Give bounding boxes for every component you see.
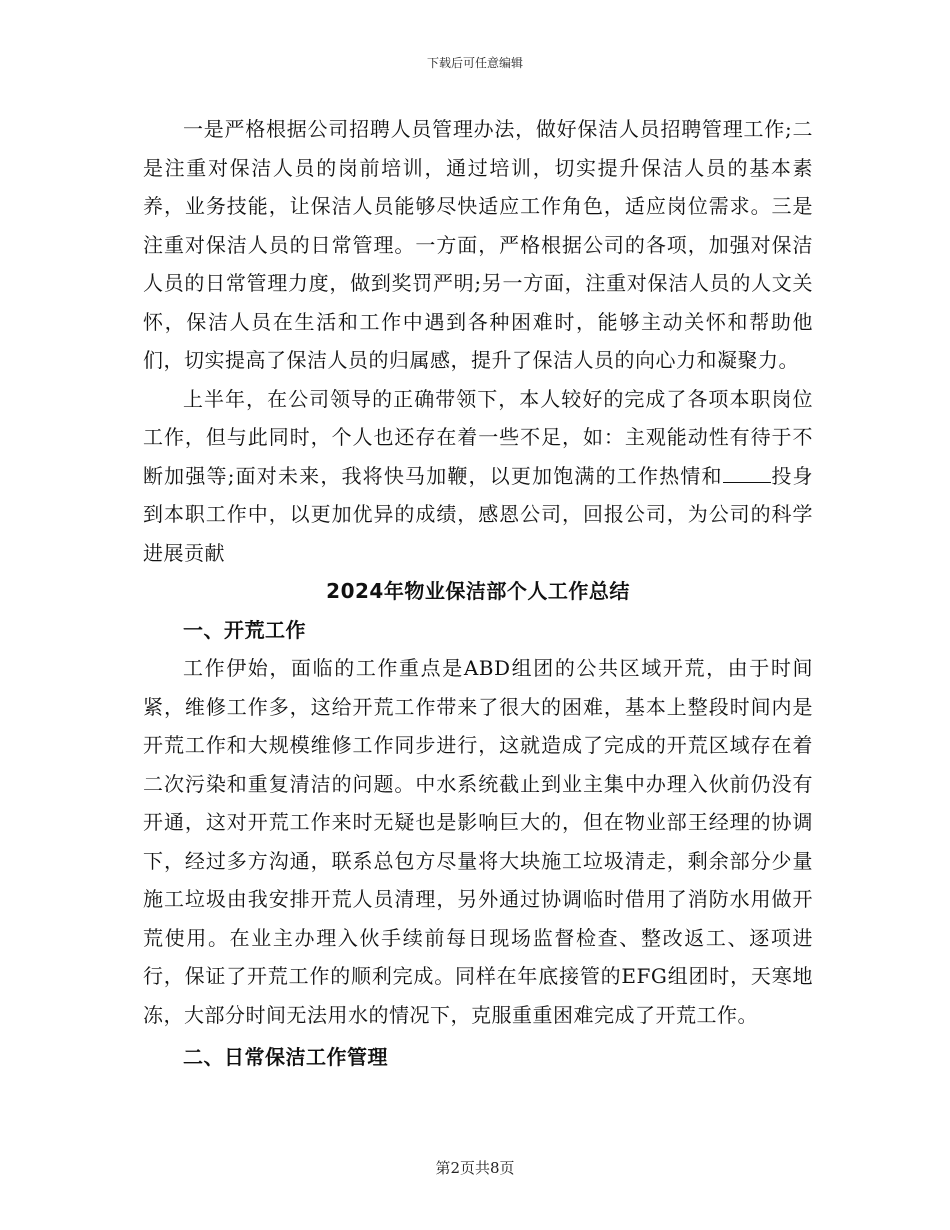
document-title: 2024年物业保洁部个人工作总结 [326, 579, 630, 603]
section-heading-daily-cleaning: 二、日常保洁工作管理 [183, 1045, 388, 1069]
header-note: 下载后可任意编辑 [426, 56, 523, 70]
paragraph-self-assessment [143, 380, 813, 573]
document-body [143, 110, 813, 1077]
paragraph-land-reclamation: 工作伊始，面临的工作重点是ABD组团的公共区域开荒，由于时间紧，维修工作多，这给开荒工作带来了很大的困难，基本上整段时间内是开荒工作和大规模维修工作同步进行，这就造成了完成的开荒区域存在着二次污染和重复清洁的问题。中水系统截止到业主集中办理入伙前仍没有开通，这对开荒工作来时无疑也是影响巨大的，但在物业部王经理的协调下，经过多方沟通，联系总包方尽量将大块施工垃圾清走，剩余部分少量施工垃圾由我安排开荒人员清理，另外通过协调临时借用了消防水用做开荒使用。在业主办理入伙手续前每日现场监督检查、整改返工、逐项进行，保证了开荒工作的顺利完成。同样在年底接管的EFG组团时，天寒地冻，大部分时间无法用水的情况下，克服重重困难完成了开荒工作。 [143, 656, 813, 1027]
page-number: 第2页共8页 [435, 1159, 515, 1177]
fill-in-blank [723, 464, 771, 483]
section-heading-land-reclamation: 一、开荒工作 [183, 617, 306, 642]
paragraph-self-assessment-part1: 上半年，在公司领导的正确带领下，本人较好的完成了各项本职岗位工作，但与此同时，个人也还存在着一些不足，如：主观能动性有待于不断加强等;面对未来，我将快马加鞭，以更加饱满的工作热情和 [143, 386, 813, 488]
paragraph-recruitment-training: 一是严格根据公司招聘人员管理办法，做好保洁人员招聘管理工作;二是注重对保洁人员的岗前培训，通过培训，切实提升保洁人员的基本素养，业务技能，让保洁人员能够尽快适应工作角色，适应岗位需求。三是注重对保洁人员的日常管理。一方面，严格根据公司的各项，加强对保洁人员的日常管理力度，做到奖罚严明;另一方面，注重对保洁人员的人文关怀，保洁人员在生活和工作中遇到各种困难时，能够主动关怀和帮助他们，切实提高了保洁人员的归属感，提升了保洁人员的向心力和凝聚力。 [143, 117, 813, 372]
paragraph-self-assessment-part2: 投身到本职工作中，以更加优异的成绩，感恩公司，回报公司，为公司的科学进展贡献 [143, 463, 813, 565]
